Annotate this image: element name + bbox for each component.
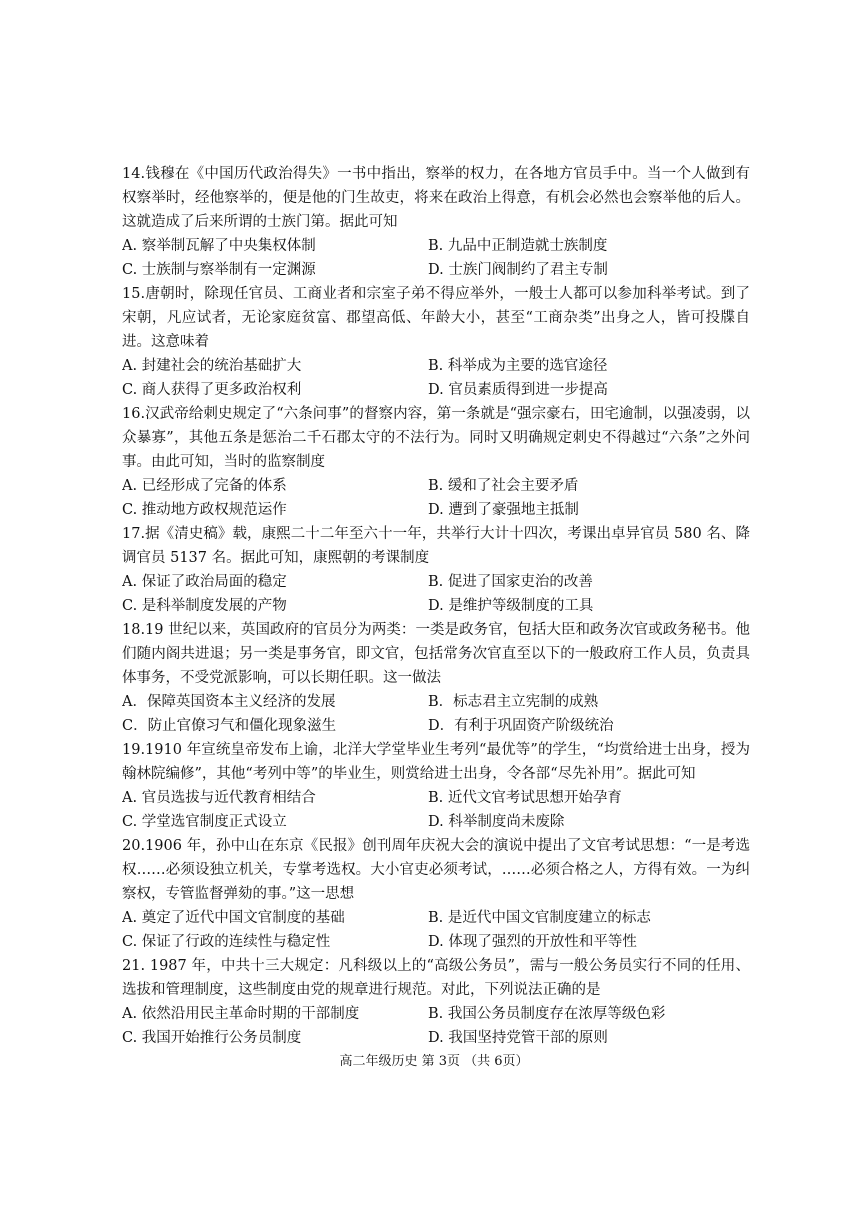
question-17 xyxy=(122,522,750,618)
question-options xyxy=(122,354,750,402)
option-c: C. 我国开始推行公务员制度 xyxy=(122,1030,302,1046)
option-b: B. 缓和了社会主要矛盾 xyxy=(428,478,579,494)
option-d: D. 遭到了豪强地主抵制 xyxy=(428,502,579,518)
question-19 xyxy=(122,738,750,834)
option-a: A. 依然沿用民主革命时期的干部制度 xyxy=(122,1006,360,1022)
option-a: A. 保证了政治局面的稳定 xyxy=(122,574,287,590)
option-b: B. 促进了国家吏治的改善 xyxy=(428,574,593,590)
question-16 xyxy=(122,402,750,522)
question-21 xyxy=(122,954,750,1050)
option-d: D. 体现了强烈的开放性和平等性 xyxy=(428,934,637,950)
question-options xyxy=(122,1002,750,1050)
question-options xyxy=(122,474,750,522)
option-a: A. 已经形成了完备的体系 xyxy=(122,478,287,494)
option-d: D. 官员素质得到进一步提高 xyxy=(428,382,608,398)
question-18 xyxy=(122,618,750,738)
question-options xyxy=(122,786,750,834)
question-stem: 15.唐朝时，除现任官员、工商业者和宗室子弟不得应举外，一般士人都可以参加科举考试。到了宋朝，凡应试者，无论家庭贫富、郡望高低、年龄大小，甚至“工商杂类”出身之人，皆可投牒自进。这意味着 xyxy=(122,286,750,350)
option-d: D．有利于巩固资产阶级统治 xyxy=(428,718,614,734)
option-a: A. 察举制瓦解了中央集权体制 xyxy=(122,238,316,254)
question-20 xyxy=(122,834,750,954)
option-c: C. 推动地方政权规范运作 xyxy=(122,502,287,518)
question-stem: 17.据《清史稿》载，康熙二十二年至六十一年，共举行大计十四次，考课出卓异官员 580 名、降调官员 5137 名。据此可知，康熙朝的考课制度 xyxy=(122,526,750,566)
question-stem: 19.1910 年宣统皇帝发布上谕，北洋大学堂毕业生考列“最优等”的学生，“均赏给进士出身，授为翰林院编修”，其他“考列中等”的毕业生，则赏给进士出身，令各部“尽先补用”。据此可知 xyxy=(122,742,750,782)
option-a: A. 奠定了近代中国文官制度的基础 xyxy=(122,910,345,926)
option-c: C. 学堂选官制度正式设立 xyxy=(122,814,287,830)
question-options xyxy=(122,690,750,738)
option-d: D. 我国坚持党管干部的原则 xyxy=(428,1030,608,1046)
question-14 xyxy=(122,162,750,282)
option-b: B．标志君主立宪制的成熟 xyxy=(428,694,599,710)
option-c: C. 保证了行政的连续性与稳定性 xyxy=(122,934,331,950)
option-a: A. 官员选拔与近代教育相结合 xyxy=(122,790,316,806)
option-c: C．防止官僚习气和僵化现象滋生 xyxy=(122,718,337,734)
option-b: B. 近代文官考试思想开始孕育 xyxy=(428,790,622,806)
option-a: A．保障英国资本主义经济的发展 xyxy=(122,694,336,710)
option-a: A. 封建社会的统治基础扩大 xyxy=(122,358,302,374)
option-c: C. 士族制与察举制有一定渊源 xyxy=(122,262,316,278)
option-b: B. 九品中正制造就士族制度 xyxy=(428,238,608,254)
question-stem: 21. 1987 年，中共十三大规定：凡科级以上的“高级公务员”，需与一般公务员实行不同的任用、选拔和管理制度，这些制度由党的规章进行规范。对此，下列说法正确的是 xyxy=(122,958,750,998)
option-b: B. 是近代中国文官制度建立的标志 xyxy=(428,910,651,926)
option-b: B. 我国公务员制度存在浓厚等级色彩 xyxy=(428,1006,666,1022)
question-options xyxy=(122,234,750,282)
question-options xyxy=(122,570,750,618)
page-footer: 高二年级历史 第 3页 （共 6页） xyxy=(339,1054,529,1069)
option-d: D. 科举制度尚未废除 xyxy=(428,814,565,830)
option-d: D. 是维护等级制度的工具 xyxy=(428,598,594,614)
question-stem: 16.汉武帝给刺史规定了“六条问事”的督察内容，第一条就是“强宗豪右，田宅逾制，以强凌弱，以众暴寡”，其他五条是惩治二千石郡太守的不法行为。同时又明确规定刺史不得越过“六条”之外问事。由此可知，当时的监察制度 xyxy=(122,406,750,470)
option-d: D. 士族门阀制约了君主专制 xyxy=(428,262,608,278)
option-c: C. 是科举制度发展的产物 xyxy=(122,598,287,614)
question-stem: 18.19 世纪以来，英国政府的官员分为两类：一类是政务官，包括大臣和政务次官或政务秘书。他们随内阁共进退；另一类是事务官，即文官，包括常务次官直至以下的一般政府工作人员，负责具体事务，不受党派影响，可以长期任职。这一做法 xyxy=(122,622,750,686)
option-c: C. 商人获得了更多政治权利 xyxy=(122,382,302,398)
question-stem: 14.钱穆在《中国历代政治得失》一书中指出，察举的权力，在各地方官员手中。当一个人做到有权察举时，经他察举的，便是他的门生故吏，将来在政治上得意，有机会必然也会察举他的后人。这就造成了后来所谓的士族门第。据此可知 xyxy=(122,166,750,230)
question-stem: 20.1906 年，孙中山在东京《民报》创刊周年庆祝大会的演说中提出了文官考试思想：“一是考选权……必须设独立机关，专掌考选权。大小官吏必须考试，……必须合格之人，方得有效。一为纠察权，专管监督弹劾的事。”这一思想 xyxy=(122,838,750,902)
question-15 xyxy=(122,282,750,402)
question-options xyxy=(122,906,750,954)
option-b: B. 科举成为主要的选官途径 xyxy=(428,358,608,374)
